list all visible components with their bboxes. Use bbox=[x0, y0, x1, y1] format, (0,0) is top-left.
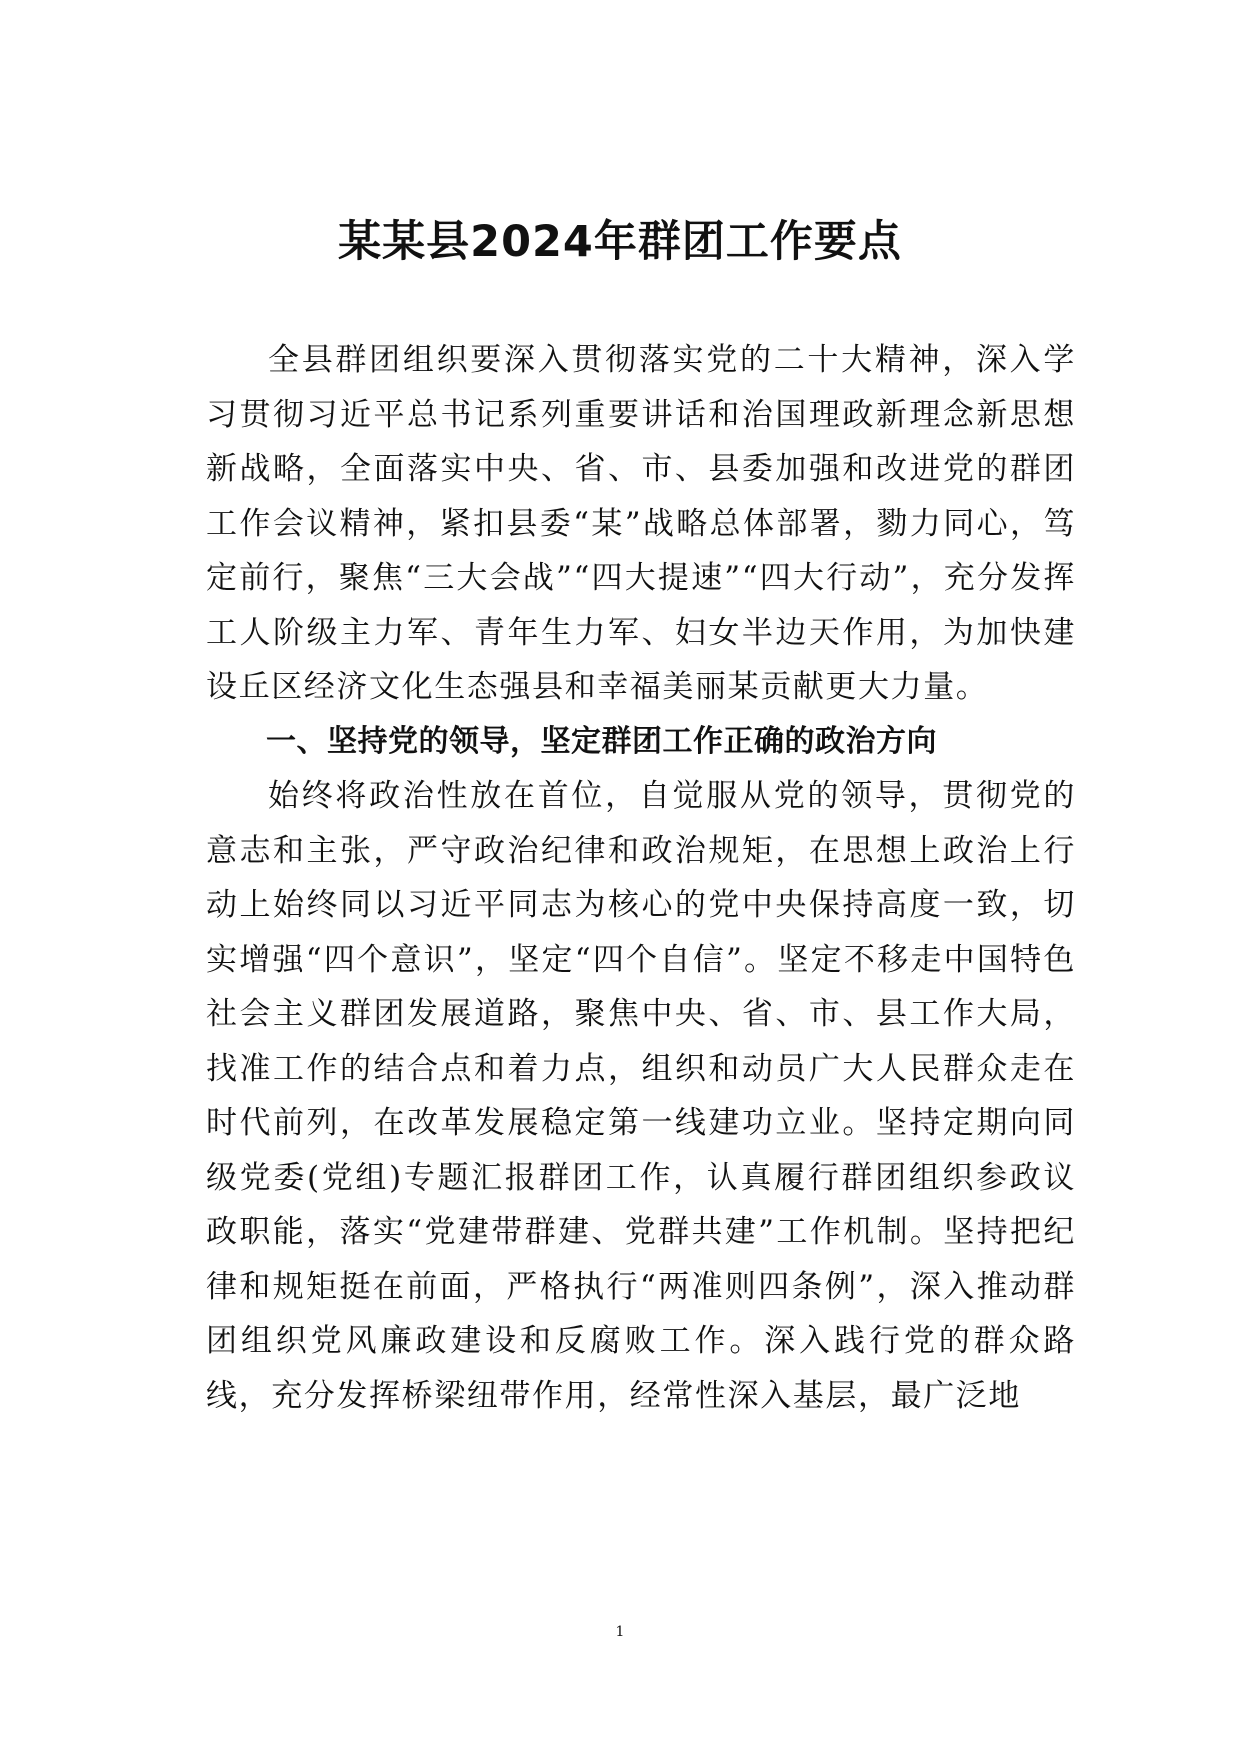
page-number: 1 bbox=[615, 1624, 625, 1640]
intro-paragraph: 全县群团组织要深入贯彻落实党的二十大精神，深入学习贯彻习近平总书记系列重要讲话和治国理政新理念新思想新战略，全面落实中央、省、市、县委加强和改进党的群团工作会议精神，紧扣县委“某”战略总体部署，勠力同心，笃定前行，聚焦“三大会战”“四大提速”“四大行动”，充分发挥工人阶级主力军、青年生力军、妇女半边天作用，为加快建设丘区经济文化生态强县和幸福美丽某贡献更大力量。 bbox=[206, 342, 1076, 705]
section-paragraph: 始终将政治性放在首位，自觉服从党的领导，贯彻党的意志和主张，严守政治纪律和政治规矩，在思想上政治上行动上始终同以习近平同志为核心的党中央保持高度一致，切实增强“四个意识”，坚定“四个自信”。坚定不移走中国特色社会主义群团发展道路，聚焦中央、省、市、县工作大局，找准工作的结合点和着力点，组织和动员广大人民群众走在时代前列，在改革发展稳定第一线建功立业。坚持定期向同级党委(党组)专题汇报群团工作，认真履行群团组织参政议政职能，落实“党建带群建、党群共建”工作机制。坚持把纪律和规矩挺在前面，严格执行“两准则四条例”，深入推动群团组织党风廉政建设和反腐败工作。深入践行党的群众路线，充分发挥桥梁纽带作用，经常性深入基层，最广泛地 bbox=[206, 778, 1076, 1414]
document-body bbox=[206, 333, 1076, 1423]
document-title: 某某县2024年群团工作要点 bbox=[338, 217, 902, 267]
section-heading: 一、坚持党的领导，坚定群团工作正确的政治方向 bbox=[266, 723, 937, 759]
